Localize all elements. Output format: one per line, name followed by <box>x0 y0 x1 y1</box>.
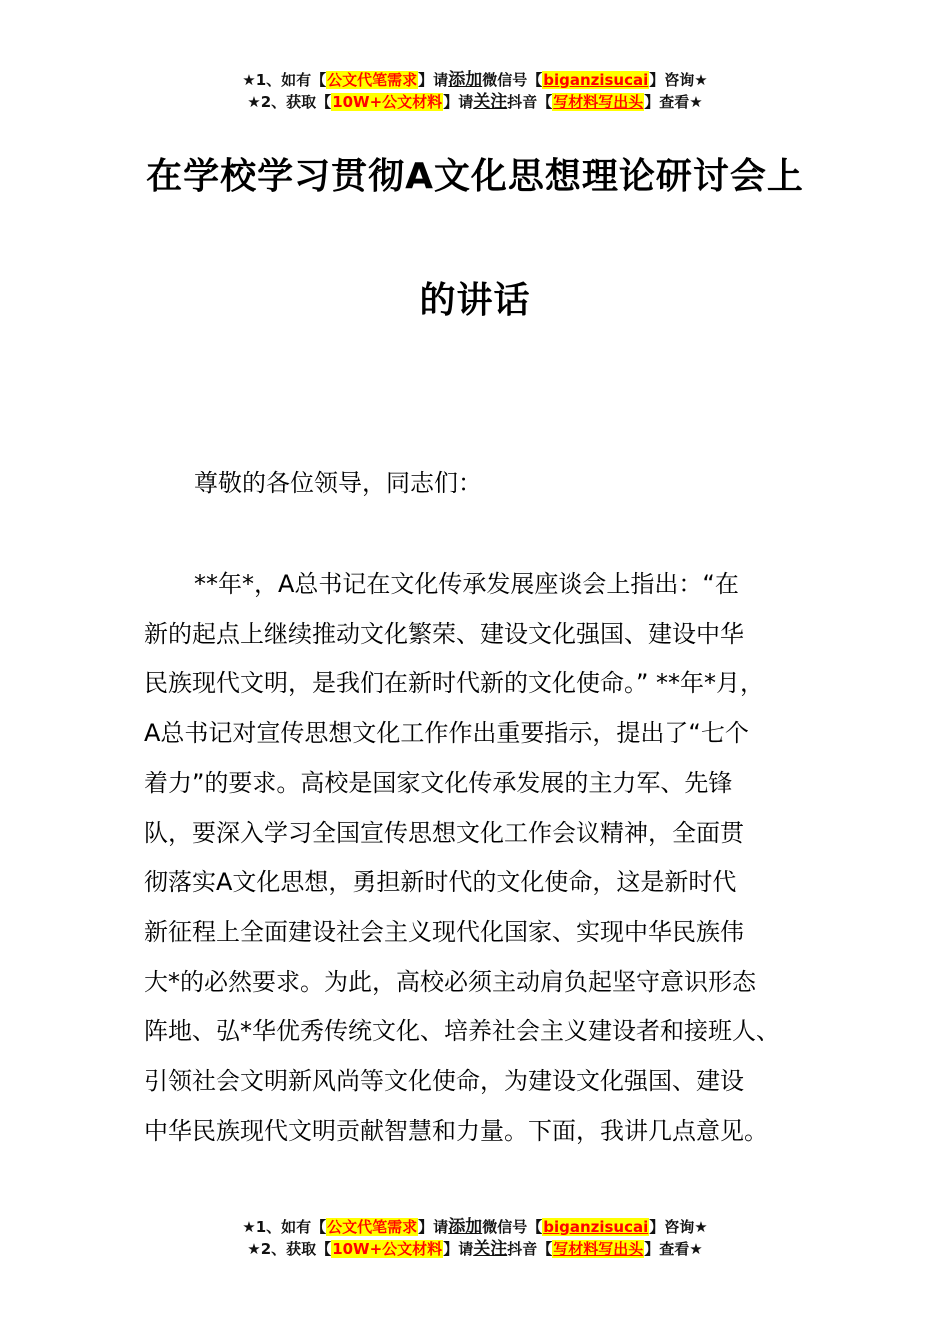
banner-text: 抖音【 <box>507 93 553 111</box>
document-title-line-2: 的讲话 <box>419 280 531 321</box>
banner-prefix: ★2、获取【 <box>247 1240 332 1258</box>
emphasis-follow: 关注 <box>473 1239 508 1259</box>
banner-suffix: 】查看★ <box>644 1240 703 1258</box>
paragraph-line: 彻落实A文化思想，勇担新时代的文化使命，这是新时代 <box>144 868 737 897</box>
paragraph-line: 新征程上全面建设社会主义现代化国家、实现中华民族伟 <box>144 917 744 946</box>
banner-line-2 <box>0 1238 950 1260</box>
document-title-line-1: 在学校学习贯彻A文化思想理论研讨会上 <box>146 156 804 197</box>
banner-suffix: 】咨询★ <box>649 71 708 89</box>
paragraph-line: 中华民族现代文明贡献智慧和力量。下面，我讲几点意见。 <box>144 1116 768 1145</box>
banner-text: 抖音【 <box>507 1240 553 1258</box>
header-banner <box>0 69 950 113</box>
banner-prefix: ★2、获取【 <box>247 93 332 111</box>
banner-text: 微信号【 <box>482 71 543 89</box>
banner-line-2 <box>0 91 950 113</box>
banner-suffix: 】查看★ <box>644 93 703 111</box>
paragraph-line: 大*的必然要求。为此，高校必须主动肩负起坚守意识形态 <box>144 967 756 996</box>
banner-line-1 <box>0 69 950 91</box>
banner-text: 】请 <box>418 71 449 89</box>
highlight-service: 公文代笔需求 <box>327 1218 418 1236</box>
banner-text: 】请 <box>443 1240 474 1258</box>
banner-prefix: ★1、如有【 <box>242 1218 327 1236</box>
paragraph-line: 引领社会文明新风尚等文化使命，为建设文化强国、建设 <box>144 1067 744 1096</box>
banner-text: 微信号【 <box>482 1218 543 1236</box>
wechat-id-link[interactable]: biganzisucai <box>543 1218 649 1236</box>
highlight-materials: 10W+公文材料 <box>332 93 443 111</box>
salutation: 尊敬的各位领导，同志们： <box>194 469 482 497</box>
emphasis-add: 添加 <box>448 70 483 90</box>
highlight-materials: 10W+公文材料 <box>332 1240 443 1258</box>
paragraph-line: **年*，A总书记在文化传承发展座谈会上指出：“在 <box>194 570 739 598</box>
paragraph-line: A总书记对宣传思想文化工作作出重要指示，提出了“七个 <box>144 719 749 748</box>
emphasis-follow: 关注 <box>473 92 508 112</box>
banner-prefix: ★1、如有【 <box>242 71 327 89</box>
paragraph-line: 阵地、弘*华优秀传统文化、培养社会主义建设者和接班人、 <box>144 1017 780 1046</box>
emphasis-add: 添加 <box>448 1217 483 1237</box>
banner-line-1 <box>0 1216 950 1238</box>
douyin-account-link[interactable]: 写材料写出头 <box>553 93 644 111</box>
footer-banner <box>0 1216 950 1260</box>
banner-text: 】请 <box>418 1218 449 1236</box>
body-paragraph <box>144 560 844 1156</box>
paragraph-line: 新的起点上继续推动文化繁荣、建设文化强国、建设中华 <box>144 619 744 648</box>
paragraph-line: 着力”的要求。高校是国家文化传承发展的主力军、先锋 <box>144 768 733 797</box>
paragraph-line: 民族现代文明，是我们在新时代新的文化使命。” **年*月， <box>144 669 765 698</box>
banner-text: 】请 <box>443 93 474 111</box>
paragraph-line: 队，要深入学习全国宣传思想文化工作会议精神，全面贯 <box>144 818 744 847</box>
douyin-account-link[interactable]: 写材料写出头 <box>553 1240 644 1258</box>
highlight-service: 公文代笔需求 <box>327 71 418 89</box>
banner-suffix: 】咨询★ <box>649 1218 708 1236</box>
wechat-id-link[interactable]: biganzisucai <box>543 71 649 89</box>
